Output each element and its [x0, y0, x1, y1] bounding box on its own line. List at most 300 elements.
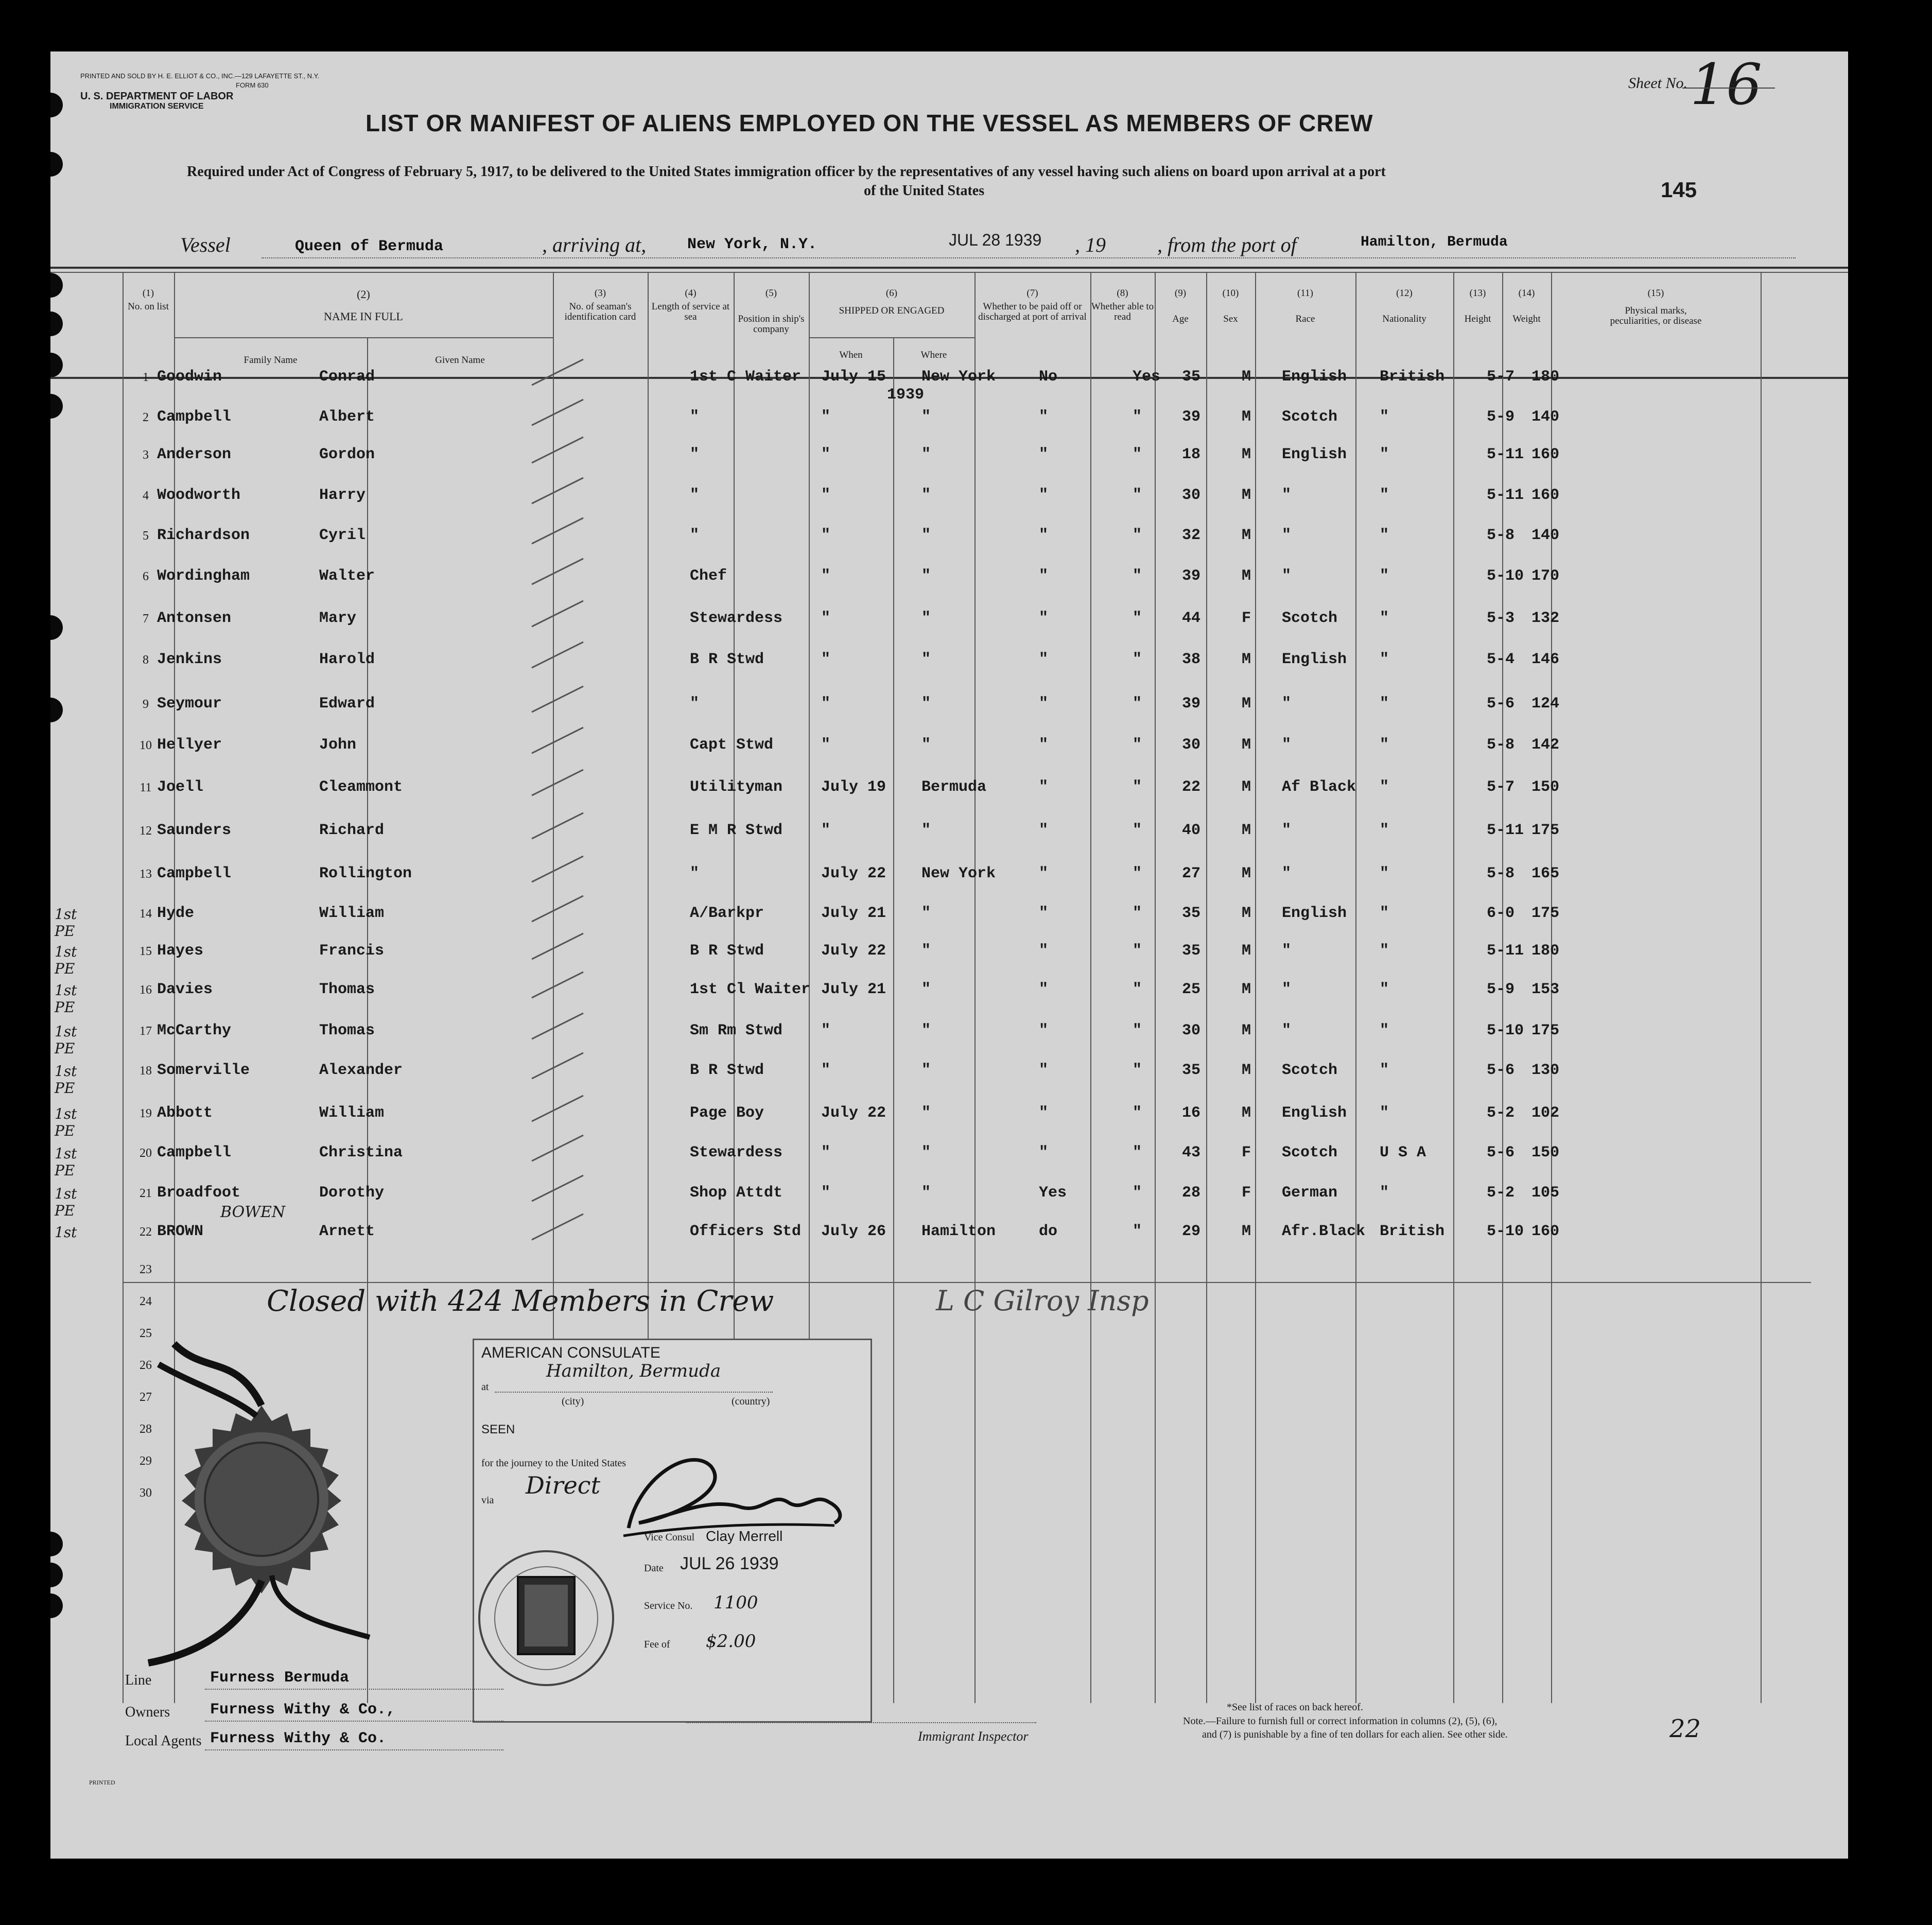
position-cell: Capt Stwd [690, 736, 774, 754]
age-cell: 27 [1182, 865, 1201, 882]
line-value: Furness Bermuda [210, 1669, 350, 1687]
form-number: FORM 630 [236, 81, 269, 89]
position-cell: Page Boy [690, 1104, 764, 1122]
race-cell: English [1282, 368, 1347, 386]
sex-cell: M [1242, 1022, 1251, 1039]
punch-hole [50, 1563, 63, 1587]
race-cell: " [1282, 736, 1292, 754]
age-cell: 44 [1182, 610, 1201, 627]
age-cell: 16 [1182, 1104, 1201, 1122]
position-cell: Stewardess [690, 1144, 783, 1161]
age-cell: 35 [1182, 905, 1201, 922]
shipped-when-cell: " [821, 1184, 831, 1202]
given-name-cell: William [319, 905, 385, 922]
age-cell: 18 [1182, 446, 1201, 463]
check-mark [527, 1133, 588, 1164]
weight-cell: 132 [1531, 610, 1560, 627]
check-mark [527, 639, 588, 670]
paid-off-cell: " [1039, 695, 1049, 713]
sex-cell: M [1242, 1062, 1251, 1079]
family-name-cell: Somerville [157, 1062, 250, 1079]
weight-cell: 130 [1531, 1062, 1560, 1079]
position-cell: " [690, 527, 700, 544]
nationality-cell: " [1380, 487, 1389, 504]
shipped-where-cell: Bermuda [921, 778, 987, 796]
vessel-name: Queen of Bermuda [295, 238, 444, 255]
height-cell: 5-7 [1487, 368, 1515, 386]
check-mark [527, 810, 588, 841]
weight-cell: 165 [1531, 865, 1560, 882]
nationality-cell: " [1380, 695, 1389, 713]
race-cell: " [1282, 822, 1292, 839]
shipped-when-cell: July 22 [821, 1104, 886, 1122]
shipped-when-cell: July 26 [821, 1223, 886, 1240]
blank-row-number: 28 [140, 1423, 152, 1436]
paid-off-cell: " [1039, 822, 1049, 839]
stamp-date-label: Date [644, 1563, 664, 1574]
sheet-label: Sheet No. [1628, 75, 1687, 92]
shipped-where-cell: " [921, 610, 931, 627]
punch-hole [50, 93, 63, 117]
check-mark [527, 357, 588, 388]
punch-hole [50, 311, 63, 336]
weight-cell: 175 [1531, 822, 1560, 839]
able-to-read-cell: " [1133, 1062, 1142, 1079]
height-cell: 5-6 [1487, 695, 1515, 713]
row-number-cell: 2 [143, 411, 149, 424]
age-cell: 30 [1182, 736, 1201, 754]
col-12-header: (12) Nationality [1382, 288, 1426, 324]
position-cell: A/Barkpr [690, 905, 764, 922]
given-name-cell: Harry [319, 487, 366, 504]
height-cell: 5-10 [1487, 567, 1524, 585]
line-label: Line [125, 1672, 152, 1688]
row-number-cell: 4 [143, 489, 149, 502]
family-name-cell: Hellyer [157, 736, 222, 754]
weight-cell: 153 [1531, 981, 1560, 998]
shipped-when-cell: July 21 [821, 905, 886, 922]
check-mark [527, 1211, 588, 1242]
row-number-cell: 19 [140, 1107, 152, 1120]
sex-cell: F [1242, 610, 1251, 627]
able-to-read-cell: " [1133, 567, 1142, 585]
inspector-line [686, 1722, 1036, 1723]
nationality-cell: British [1380, 368, 1445, 386]
page-mark: 22 [1669, 1714, 1701, 1743]
punch-hole [50, 1593, 63, 1618]
family-name-correction: BOWEN [220, 1203, 286, 1221]
sex-cell: M [1242, 1223, 1251, 1240]
shipped-when-cell: July 22 [821, 942, 886, 960]
row-number-cell: 10 [140, 739, 152, 752]
race-cell: " [1282, 1022, 1292, 1039]
height-cell: 5-4 [1487, 651, 1515, 668]
family-name-cell: Broadfoot [157, 1184, 241, 1202]
age-cell: 22 [1182, 778, 1201, 796]
sex-cell: F [1242, 1144, 1251, 1161]
column-rule [974, 272, 976, 1703]
table-top-rule [50, 267, 1848, 269]
paid-off-cell: " [1039, 527, 1049, 544]
able-to-read-cell: " [1133, 1223, 1142, 1240]
sex-cell: M [1242, 1104, 1251, 1122]
family-name-cell: Abbott [157, 1104, 213, 1122]
given-name-cell: Thomas [319, 1022, 375, 1039]
at-label: at [481, 1381, 489, 1393]
row-number-cell: 1 [143, 371, 149, 384]
family-name-header: Family Name [243, 355, 298, 366]
shipped-when-cell: " [821, 446, 831, 463]
able-to-read-cell: " [1133, 408, 1142, 426]
paid-off-cell: do [1039, 1223, 1058, 1240]
family-name-cell: Seymour [157, 695, 222, 713]
weight-cell: 140 [1531, 408, 1560, 426]
position-cell: " [690, 695, 700, 713]
paid-off-cell: " [1039, 736, 1049, 754]
agents-label: Local Agents [125, 1733, 202, 1749]
race-cell: " [1282, 981, 1292, 998]
position-cell: Sm Rm Stwd [690, 1022, 783, 1039]
col-7-header: (7) Whether to be paid off or discharged at port of arrival [978, 288, 1087, 322]
shipped-when-cell: July 22 [821, 865, 886, 882]
shipped-where-cell: " [921, 651, 931, 668]
row-number-cell: 22 [140, 1225, 152, 1239]
punch-hole [50, 698, 63, 722]
nationality-cell: " [1380, 822, 1389, 839]
height-cell: 5-2 [1487, 1104, 1515, 1122]
height-cell: 5-8 [1487, 865, 1515, 882]
family-name-cell: Woodworth [157, 487, 241, 504]
race-cell: Afr.Black [1282, 1223, 1366, 1240]
family-name-cell: Campbell [157, 408, 232, 426]
race-cell: " [1282, 567, 1292, 585]
given-name-cell: Thomas [319, 981, 375, 998]
margin-annotation: 1st PE [55, 1023, 77, 1057]
able-to-read-cell: " [1133, 942, 1142, 960]
paid-off-cell: " [1039, 487, 1049, 504]
height-cell: 5-9 [1487, 408, 1515, 426]
check-mark [527, 1011, 588, 1042]
margin-annotation: 1st PE [55, 906, 77, 940]
punch-hole [50, 152, 63, 177]
paid-off-cell: " [1039, 567, 1049, 585]
consul-label: Vice Consul [644, 1532, 695, 1543]
age-cell: 35 [1182, 368, 1201, 386]
owners-value: Furness Withy & Co., [210, 1701, 396, 1719]
age-cell: 40 [1182, 822, 1201, 839]
punch-hole [50, 1532, 63, 1556]
family-name-cell: McCarthy [157, 1022, 232, 1039]
shipped-where-cell: " [921, 1104, 931, 1122]
sex-cell: M [1242, 981, 1251, 998]
seen-label: SEEN [481, 1423, 515, 1436]
shipped-where-cell: " [921, 1184, 931, 1202]
check-mark [527, 435, 588, 465]
blank-row-number: 24 [140, 1295, 152, 1308]
from-label: , from the port of [1157, 233, 1297, 256]
paid-off-cell: " [1039, 942, 1049, 960]
given-name-cell: Harold [319, 651, 375, 668]
row-number-cell: 12 [140, 824, 152, 838]
height-cell: 5-11 [1487, 822, 1524, 839]
shipped-where-cell: " [921, 567, 931, 585]
given-name-cell: Arnett [319, 1223, 375, 1240]
subtitle-line-2: of the United States [864, 183, 985, 199]
able-to-read-cell: " [1133, 446, 1142, 463]
nationality-cell: " [1380, 942, 1389, 960]
row-number-cell: 18 [140, 1064, 152, 1078]
position-cell: Shop Attdt [690, 1184, 783, 1202]
margin-annotation: 1st PE [55, 1063, 77, 1097]
races-note: *See list of races on back hereof. [1227, 1702, 1363, 1713]
family-name-cell: Goodwin [157, 368, 222, 386]
column-rule [1090, 272, 1091, 1703]
position-cell: " [690, 487, 700, 504]
family-name-cell: Saunders [157, 822, 232, 839]
row-number-cell: 6 [143, 570, 149, 583]
row-number-cell: 15 [140, 945, 152, 958]
paid-off-cell: " [1039, 446, 1049, 463]
row-number-cell: 20 [140, 1147, 152, 1160]
shipped-when-cell: July 21 [821, 981, 886, 998]
race-cell: Scotch [1282, 408, 1338, 426]
given-name-cell: Mary [319, 610, 357, 627]
race-cell: German [1282, 1184, 1338, 1202]
consulate-title: AMERICAN CONSULATE [481, 1344, 660, 1361]
check-mark [527, 684, 588, 715]
where-header: Where [920, 350, 947, 360]
given-name-cell: Alexander [319, 1062, 403, 1079]
paid-off-cell: " [1039, 778, 1049, 796]
race-cell: Scotch [1282, 1144, 1338, 1161]
given-name-cell: Christina [319, 1144, 403, 1161]
paid-off-cell: " [1039, 1022, 1049, 1039]
row-number-cell: 17 [140, 1025, 152, 1038]
punch-hole [50, 273, 63, 298]
row-number-cell: 8 [143, 653, 149, 667]
check-mark [527, 397, 588, 428]
check-mark [527, 767, 588, 798]
age-cell: 28 [1182, 1184, 1201, 1202]
nationality-cell: " [1380, 446, 1389, 463]
able-to-read-cell: " [1133, 1184, 1142, 1202]
position-cell: B R Stwd [690, 651, 764, 668]
weight-cell: 175 [1531, 1022, 1560, 1039]
height-cell: 5-6 [1487, 1144, 1515, 1161]
weight-cell: 180 [1531, 942, 1560, 960]
shipped-where-cell: " [921, 905, 931, 922]
position-cell: Stewardess [690, 610, 783, 627]
age-cell: 43 [1182, 1144, 1201, 1161]
column-rule [893, 337, 894, 1703]
shipped-where-cell: " [921, 446, 931, 463]
weight-cell: 140 [1531, 527, 1560, 544]
family-name-cell: Davies [157, 981, 213, 998]
row-number-cell: 13 [140, 868, 152, 881]
able-to-read-cell: " [1133, 1104, 1142, 1122]
race-cell: " [1282, 865, 1292, 882]
page-title: LIST OR MANIFEST OF ALIENS EMPLOYED ON THE VESSEL AS MEMBERS OF CREW [365, 110, 1373, 136]
fee-value: $2.00 [706, 1631, 756, 1652]
check-mark [527, 556, 588, 587]
sex-cell: M [1242, 651, 1251, 668]
paid-off-cell: " [1039, 981, 1049, 998]
row-number-cell: 3 [143, 448, 149, 462]
height-cell: 5-8 [1487, 736, 1515, 754]
row-number-cell: 14 [140, 907, 152, 921]
margin-annotation: 1st PE [55, 1105, 77, 1139]
given-name-cell: John [319, 736, 357, 754]
row-number-cell: 11 [140, 781, 152, 794]
shipped-subheader-rule [809, 337, 974, 338]
owners-underline [205, 1721, 503, 1722]
given-name-cell: William [319, 1104, 385, 1122]
paid-off-cell: " [1039, 1104, 1049, 1122]
col-6-header: (6) SHIPPED OR ENGAGED [839, 288, 945, 316]
consul-name: Clay Merrell [706, 1528, 783, 1544]
check-mark [527, 969, 588, 1000]
printed-mark: PRINTED [89, 1779, 115, 1786]
position-cell: 1st Cl Waiter [690, 981, 811, 998]
weight-cell: 124 [1531, 695, 1560, 713]
blank-row-number: 26 [140, 1359, 152, 1372]
row-number-cell: 16 [140, 983, 152, 997]
margin-annotation: 1st PE [55, 1145, 77, 1179]
column-rule [1355, 272, 1356, 1703]
nationality-cell: " [1380, 408, 1389, 426]
nationality-cell: " [1380, 651, 1389, 668]
race-cell: " [1282, 942, 1292, 960]
shipped-where-cell: New York [921, 368, 996, 386]
family-name-cell: Antonsen [157, 610, 232, 627]
nationality-cell: " [1380, 567, 1389, 585]
given-name-cell: Cyril [319, 527, 366, 544]
sex-cell: M [1242, 408, 1251, 426]
weight-cell: 150 [1531, 1144, 1560, 1161]
shipped-where-cell: " [921, 981, 931, 998]
height-cell: 5-11 [1487, 487, 1524, 504]
age-cell: 38 [1182, 651, 1201, 668]
country-label: (country) [732, 1396, 770, 1407]
from-port: Hamilton, Bermuda [1361, 234, 1508, 250]
column-rule [1453, 272, 1454, 1703]
shipped-where-cell: " [921, 1022, 931, 1039]
given-name-cell: Conrad [319, 368, 375, 386]
column-rule [1206, 272, 1207, 1703]
col-5-header: (5) Position in ship's company [738, 288, 805, 335]
able-to-read-cell: Yes [1133, 368, 1161, 386]
position-cell: E M R Stwd [690, 822, 783, 839]
col-1-header: (1) No. on list [128, 288, 169, 312]
shipped-when-cell: " [821, 695, 831, 713]
blank-row-number: 30 [140, 1486, 152, 1500]
shipped-when-cell: July 15 [821, 368, 886, 386]
sex-cell: M [1242, 695, 1251, 713]
race-cell: " [1282, 487, 1292, 504]
check-mark [527, 725, 588, 756]
height-cell: 5-2 [1487, 1184, 1515, 1202]
race-cell: " [1282, 527, 1292, 544]
race-cell: Scotch [1282, 1062, 1338, 1079]
able-to-read-cell: " [1133, 610, 1142, 627]
printer-line: PRINTED AND SOLD BY H. E. ELLIOT & CO., INC.—129 LAFAYETTE ST., N.Y. [80, 72, 320, 80]
shipped-where-cell: " [921, 695, 931, 713]
age-cell: 39 [1182, 695, 1201, 713]
sheet-number: 16 [1690, 51, 1762, 117]
weight-cell: 160 [1531, 487, 1560, 504]
given-name-cell: Gordon [319, 446, 375, 463]
able-to-read-cell: " [1133, 1144, 1142, 1161]
sex-cell: M [1242, 905, 1251, 922]
nationality-cell: " [1380, 1104, 1389, 1122]
shipped-where-cell: " [921, 1144, 931, 1161]
nationality-cell: " [1380, 736, 1389, 754]
given-name-cell: Richard [319, 822, 385, 839]
col-15-header: (15) Physical marks, peculiarities, or disease [1610, 288, 1702, 326]
weight-cell: 146 [1531, 651, 1560, 668]
check-mark [527, 1093, 588, 1124]
voyage-underline [262, 257, 1796, 258]
race-cell: Af Black [1282, 778, 1356, 796]
race-cell: " [1282, 695, 1292, 713]
age-cell: 35 [1182, 1062, 1201, 1079]
sex-cell: M [1242, 736, 1251, 754]
given-name-cell: Rollington [319, 865, 412, 882]
paid-off-cell: " [1039, 905, 1049, 922]
punch-hole [50, 353, 63, 377]
paid-off-cell: Yes [1039, 1184, 1067, 1202]
age-cell: 29 [1182, 1223, 1201, 1240]
penalty-note-1: Note.—Failure to furnish full or correct information in columns (2), (5), (6), [1183, 1715, 1498, 1727]
nationality-cell: U S A [1380, 1144, 1426, 1161]
nationality-cell: " [1380, 1022, 1389, 1039]
sex-cell: M [1242, 567, 1251, 585]
arriving-port: New York, N.Y. [687, 236, 817, 253]
shipped-when-cell: " [821, 610, 831, 627]
position-cell: " [690, 446, 700, 463]
able-to-read-cell: " [1133, 736, 1142, 754]
nationality-cell: British [1380, 1223, 1445, 1240]
subtitle-line-1: Required under Act of Congress of February 5, 1917, to be delivered to the United States immigration officer by the representatives of any vessel having such aliens on board upon arrival at a port [187, 164, 1386, 180]
shipped-when-cell: " [821, 408, 831, 426]
service-name: IMMIGRATION SERVICE [110, 102, 204, 111]
able-to-read-cell: " [1133, 651, 1142, 668]
height-cell: 5-3 [1487, 610, 1515, 627]
paid-off-cell: " [1039, 865, 1049, 882]
shipped-where-cell: " [921, 1062, 931, 1079]
vessel-label: Vessel [180, 233, 231, 256]
nationality-cell: " [1380, 905, 1389, 922]
shipped-where-cell: Hamilton [921, 1223, 996, 1240]
wax-seal [143, 1333, 380, 1694]
height-cell: 5-10 [1487, 1223, 1524, 1240]
shipped-when-cell: " [821, 736, 831, 754]
given-name-header: Given Name [435, 355, 485, 366]
shipped-when-cell: July 19 [821, 778, 886, 796]
manifest-sheet [50, 51, 1848, 1859]
col-3-header: (3) No. of seaman's identification card [564, 288, 636, 322]
sheet-number-line [1682, 88, 1775, 89]
position-cell: Chef [690, 567, 727, 585]
blank-row-number: 29 [140, 1454, 152, 1468]
sex-cell: F [1242, 1184, 1251, 1202]
height-cell: 5-7 [1487, 778, 1515, 796]
family-name-cell: Joell [157, 778, 204, 796]
family-name-cell: Wordingham [157, 567, 250, 585]
age-cell: 30 [1182, 1022, 1201, 1039]
weight-cell: 105 [1531, 1184, 1560, 1202]
shipped-where-cell: " [921, 736, 931, 754]
